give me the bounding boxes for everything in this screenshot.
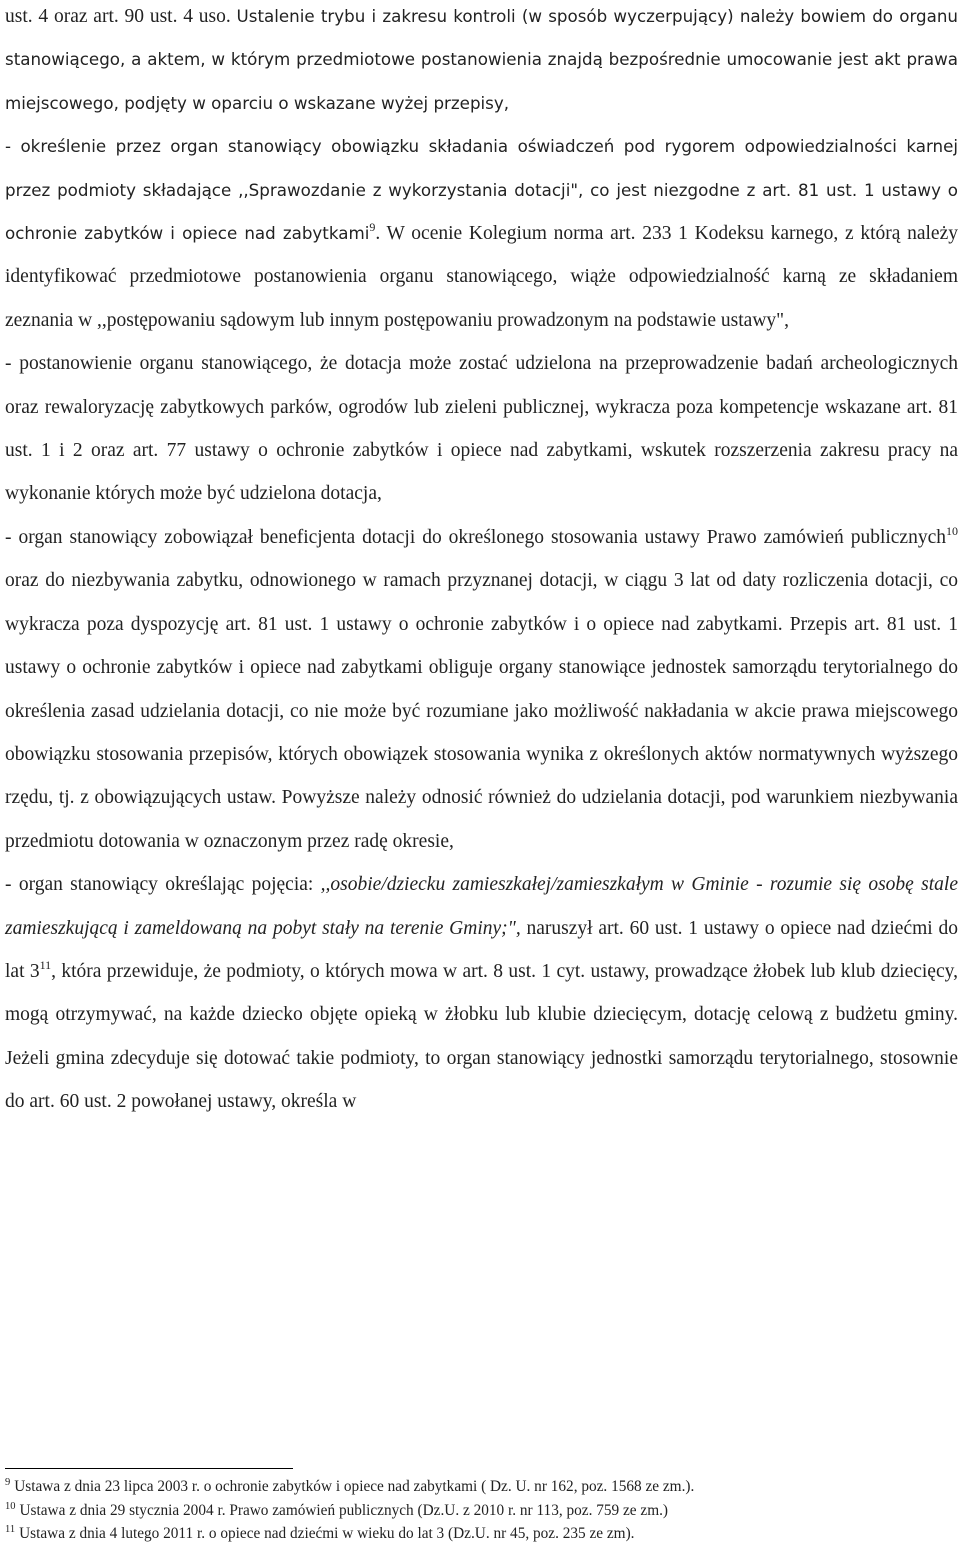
paragraph-3-text: - postanowienie organu stanowiącego, że dotacja może zostać udzielona na przeprowadzenie badań archeologicznych oraz rewaloryzację zabytkowych parków, ogrodów lub zieleni publicznej, wykracza poza kompetencje wskazane art. 81 ust. 1 i 2 oraz art. 77 ustawy o ochronie zabytków i opiece nad zabytkami, wskutek rozszerzenia zakresu pracy na wykonanie których może być udzielona dotacja, (5, 353, 958, 505)
paragraph-4-continuation: oraz do niezbywania zabytku, odnowionego w ramach przyznanej dotacji, w ciągu 3 lat od daty rozliczenia dotacji, co wykracza poza dyspozycję art. 81 ust. 1 ustawy o ochronie zabytków i o opiece nad zabytkami. Przepis art. 81 ust. 1 ustawy o ochronie zabytków i opiece nad zabytkami obliguje organy stanowiące jednostek samorządu terytorialnego do określenia zasad udzielania dotacji, co nie może być rozumiane jako możliwość nakładania w akcie prawa miejscowego obowiązku stosowania przepisów, których obowiązek stosowania wynika z określonych aktów normatywnych wyższego rzędu, tj. z obowiązujących ustaw. Powyższe należy odnosić również do udzielania dotacji, pod warunkiem niezbywania przedmiotu dotowania w oznaczonym przez radę okresie, (5, 570, 958, 852)
footnote-9 (5, 1475, 955, 1499)
footnote-number: 11 (5, 1524, 16, 1536)
paragraph-4 (5, 516, 958, 863)
paragraph-2-continuation: . W ocenie Kolegium norma art. 233 1 Kodeksu karnego, z którą należy identyfikować przedmiotowe postanowienia organu stanowiącego, wiąże odpowiedzialność karną ze składaniem zeznania w ,,postępowaniu sądowym lub innym postępowaniu prowadzonym na podstawie ustawy", (5, 223, 958, 331)
paragraph-2 (5, 125, 958, 342)
paragraph-3 (5, 342, 958, 516)
footnote-number: 9 (5, 1477, 11, 1488)
paragraph-5-continuation: , która przewiduje, że podmioty, o których mowa w art. 8 ust. 1 cyt. ustawy, prowadzące żłobek lub klub dziecięcy, mogą otrzymywać, na każde dziecko objęte opieką w żłobku lub klubie dziecięcym, dotację celową z budżetu gminy. Jeżeli gmina zdecyduje się dotować takie podmioty, to organ stanowiący jednostki samorządu terytorialnego, stosownie do art. 60 ust. 2 powołanej ustawy, określa w (5, 960, 958, 1113)
paragraph-1 (5, 0, 958, 125)
paragraph-5 (5, 863, 958, 1123)
footnote-ref-9: 9 (369, 220, 376, 235)
paragraph-2-text: - określenie przez organ stanowiący obowiązku składania oświadczeń pod rygorem odpowiedzialności karnej przez podmioty składające ,,Sprawozdanie z wykorzystania dotacji", co jest niezgodne z art. 81 ust. 1 ustawy o ochronie zabytków i opiece nad zabytkami (5, 136, 958, 244)
paragraph-4-text: - organ stanowiący zobowiązał beneficjenta dotacji do określonego stosowania ustawy Prawo zamówień publicznych (5, 526, 946, 548)
paragraph-1-lead: ust. 4 oraz art. 90 ust. 4 uso. (5, 6, 237, 27)
footnote-ref-11: 11 (39, 957, 52, 972)
paragraph-5-quote: ,,osobie/dziecku zamieszkałej/zamieszkałym w Gminie - rozumie się osobę stale zamieszkującą i zameldowaną na pobyt stały na terenie Gminy;", (5, 874, 958, 939)
footnote-text: Ustawa z dnia 23 lipca 2003 r. o ochronie zabytków i opiece nad zabytkami ( Dz. U. nr 162, poz. 1568 ze zm.). (14, 1478, 695, 1495)
paragraph-1-main: Ustalenie trybu i zakresu kontroli (w sposób wyczerpujący) należy bowiem do organu stanowiącego, a aktem, w którym przedmiotowe postanowienia znajdą bezpośrednie umocowanie jest akt prawa miejscowego, podjęty w oparciu o wskazane wyżej przepisy, (5, 6, 958, 113)
footnote-separator (5, 1468, 293, 1469)
footnote-10 (5, 1499, 955, 1523)
footnote-ref-10: 10 (946, 523, 958, 538)
document-body (5, 0, 958, 1124)
footnote-text: Ustawa z dnia 4 lutego 2011 r. o opiece nad dziećmi w wieku do lat 3 (Dz.U. nr 45, poz. 235 ze zm). (19, 1525, 635, 1543)
footnotes (5, 1475, 955, 1546)
paragraph-5-lead: - organ stanowiący określając pojęcia: (5, 874, 321, 896)
footnote-11 (5, 1522, 955, 1546)
paragraph-5-text: naruszył art. 60 ust. 1 ustawy o opiece nad dziećmi do lat 3 (5, 917, 958, 982)
footnote-number: 10 (5, 1500, 16, 1512)
footnote-text: Ustawa z dnia 29 stycznia 2004 r. Prawo zamówień publicznych (Dz.U. z 2010 r. nr 113, poz. 759 ze zm.) (19, 1501, 669, 1519)
